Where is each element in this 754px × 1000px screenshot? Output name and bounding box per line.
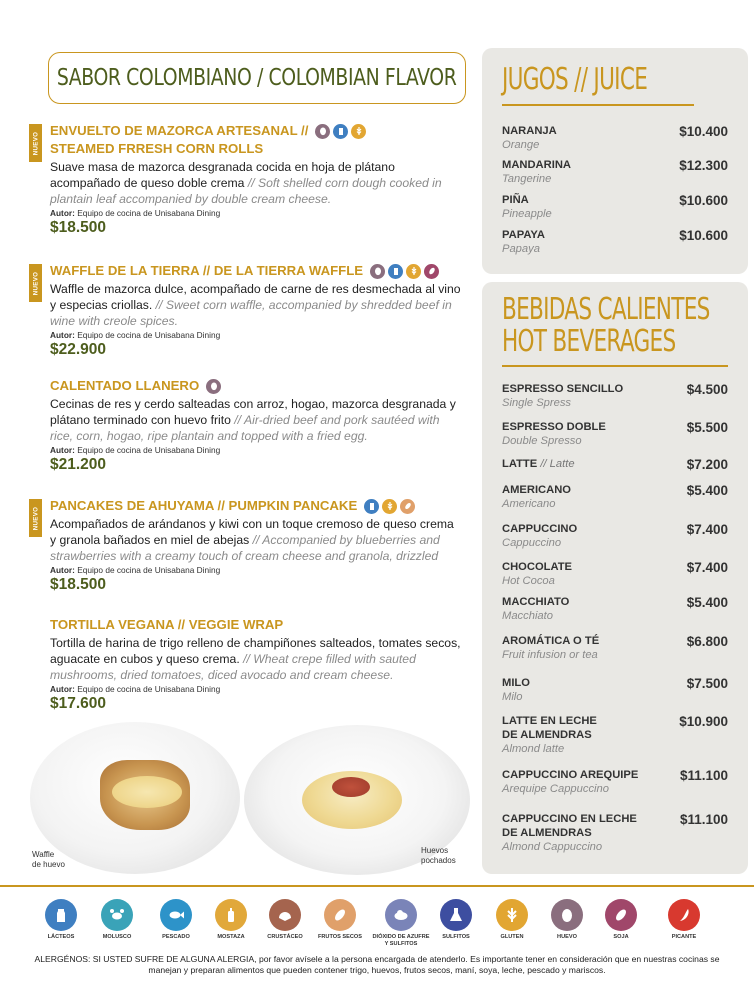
dish-title: WAFFLE DE LA TIERRA // DE LA TIERRA WAFFLE: [50, 262, 462, 280]
dish-allergen-icons: [370, 264, 439, 279]
milk-icon: [333, 124, 348, 139]
drink-item: AROMÁTICA O TÉ Fruit infusion or tea $6.800: [502, 634, 728, 661]
legend-dioxido: DIÓXIDO DE AZUFRE Y SULFITOS: [371, 899, 431, 947]
dish-description: Acompañados de arándanos y kiwi con un toque cremoso de queso crema y granola bañados en miel de abejas // Accompanied by blueberries and strawberries with a creamy touch of cream cheese and granola, drizzled: [50, 517, 454, 563]
sauce: [112, 776, 182, 808]
drink-item: MACCHIATO Macchiato $5.400: [502, 595, 728, 622]
drink-item: PAPAYA Papaya $10.600: [502, 228, 728, 255]
dish-calentado-llanero: [50, 377, 462, 474]
dish-price: $17.600: [50, 695, 107, 712]
dish-price: $18.500: [50, 576, 107, 593]
drink-price: $10.600: [679, 193, 728, 208]
legend-pescado: PESCADO: [149, 899, 203, 941]
legend-sulfitos: SULFITOS: [429, 899, 483, 941]
dish-price: $18.500: [50, 219, 107, 236]
dish-author: Autor: Equipo de cocina de Unisabana Dining: [50, 330, 221, 340]
legend-huevo: HUEVO: [540, 899, 594, 941]
drink-price: $7.400: [686, 522, 728, 537]
legend-gluten: GLUTEN: [485, 899, 539, 941]
drink-price: $7.400: [686, 560, 728, 575]
drink-item: ESPRESSO SENCILLO Single Spress $4.500: [502, 382, 728, 409]
legend-picante: PICANTE: [657, 899, 711, 941]
dish-pancakes-ahuyama: [50, 497, 462, 594]
dish-description: Suave masa de mazorca desgranada cocida en hoja de plátano acompañado de queso doble crema // Soft shelled corn dough cooked in plantain leaf accompanied by double cream cheese.: [50, 160, 442, 206]
drink-price: $10.400: [679, 124, 728, 139]
dish-allergen-icons: [364, 499, 415, 514]
juice-title: JUGOS // JUICE: [502, 62, 648, 97]
dish-description: Cecinas de res y cerdo salteadas con arroz, hogao, mazorca desgranada y plátano terminado con huevo frito // Air-dried beef and pork sautéed with rice, corn, hogao, ripe plantain and topped with a fried egg.: [50, 397, 456, 443]
egg-icon: [551, 899, 583, 931]
drink-item: ESPRESSO DOBLE Double Spresso $5.500: [502, 420, 728, 447]
drink-item: LATTE // Latte $7.200: [502, 457, 728, 472]
fish-icon: [160, 899, 192, 931]
milk-icon: [45, 899, 77, 931]
dish-price: $22.900: [50, 341, 107, 358]
mustard-icon: [215, 899, 247, 931]
soy-icon: [424, 264, 439, 279]
drink-price: $5.400: [686, 595, 728, 610]
shell-icon: [269, 899, 301, 931]
drink-price: $10.600: [679, 228, 728, 243]
soy-icon: [605, 899, 637, 931]
hot-title-es: BEBIDAS CALIENTES: [502, 292, 710, 327]
milk-icon: [388, 264, 403, 279]
section-title-box: [48, 52, 466, 104]
wheat-icon: [406, 264, 421, 279]
bacon-bits: [332, 777, 370, 797]
dish-title: TORTILLA VEGANA // VEGGIE WRAP: [50, 617, 284, 632]
drink-item: CHOCOLATE Hot Cocoa $7.400: [502, 560, 728, 587]
drink-item: MANDARINA Tangerine $12.300: [502, 158, 728, 185]
dish-title: CALENTADO LLANERO: [50, 377, 462, 395]
dish-author: Autor: Equipo de cocina de Unisabana Dining: [50, 445, 221, 455]
wheat-icon: [351, 124, 366, 139]
egg-icon: [370, 264, 385, 279]
drink-item: MILO Milo $7.500: [502, 676, 728, 703]
dish-waffle-tierra: [50, 262, 462, 359]
title-rule: [502, 365, 728, 367]
allergen-disclaimer: ALERGÉNOS: SI USTED SUFRE DE ALGUNA ALERGIA, por favor avísele a la persona encargada de atenderlo. Es importante tener en consideración que en nuestras cocinas se manejan y preparan alimentos que pueden contener trigo, huevos, frutos secos, maní, soya, leche, pescado y mariscos.: [34, 954, 720, 975]
crab-icon: [101, 899, 133, 931]
nut-icon: [400, 499, 415, 514]
dish-allergen-icons: [315, 124, 366, 139]
milk-icon: [364, 499, 379, 514]
drink-price: $5.400: [686, 483, 728, 498]
footer-rule: [0, 885, 754, 887]
legend-lacteos: LÁCTEOS: [34, 899, 88, 941]
flask-icon: [440, 899, 472, 931]
chili-icon: [668, 899, 700, 931]
dish-tortilla-vegana: [50, 616, 462, 713]
photo-caption-eggs: Huevos pochados: [421, 846, 456, 865]
new-tag: NUEVO: [29, 264, 42, 302]
drink-item: AMERICANO Americano $5.400: [502, 483, 728, 510]
drink-price: $12.300: [679, 158, 728, 173]
dish-description: Waffle de mazorca dulce, acompañado de carne de res desmechada al vino y especias criollas. // Sweet corn waffle, accompanied by shredded beef in wine with creole spices.: [50, 282, 461, 328]
title-rule: [502, 104, 694, 106]
drink-price: $7.500: [686, 676, 728, 691]
new-tag: NUEVO: [29, 499, 42, 537]
juice-panel: [482, 48, 748, 274]
photo-caption-waffle: Waffle de huevo: [32, 850, 65, 869]
drink-item: LATTE EN LECHE DE ALMENDRAS Almond latte $10.900: [502, 714, 728, 755]
new-tag: NUEVO: [29, 124, 42, 162]
dish-title-line2: STEAMED FRRESH CORN ROLLS: [50, 141, 264, 156]
dish-envuelto: [50, 122, 462, 237]
egg-icon: [315, 124, 330, 139]
drink-price: $4.500: [686, 382, 728, 397]
drink-item: CAPPUCCINO AREQUIPE Arequipe Cappuccino $11.100: [502, 768, 728, 795]
dish-title: PANCAKES DE AHUYAMA // PUMPKIN PANCAKE: [50, 497, 462, 515]
drink-price: $5.500: [686, 420, 728, 435]
legend-molusco: MOLUSCO: [90, 899, 144, 941]
drink-item: NARANJA Orange $10.400: [502, 124, 728, 151]
nut-icon: [324, 899, 356, 931]
wheat-icon: [382, 499, 397, 514]
drink-price: $11.100: [679, 768, 728, 783]
dish-author: Autor: Equipo de cocina de Unisabana Dining: [50, 565, 221, 575]
dish-description: Tortilla de harina de trigo relleno de champiñones salteados, tomates secos, aguacate en cubos y queso crema. // Wheat crepe filled with sauted mushrooms, dried tomatoes, diced avocado and cream cheese.: [50, 636, 461, 682]
drink-price: $7.200: [686, 457, 728, 472]
cloud-icon: [385, 899, 417, 931]
legend-frutos-secos: FRUTOS SECOS: [313, 899, 367, 941]
section-title: SABOR COLOMBIANO / COLOMBIAN FLAVOR: [57, 65, 457, 91]
hot-beverages-panel: [482, 282, 748, 874]
legend-mostaza: MOSTAZA: [204, 899, 258, 941]
legend-soja: SOJA: [594, 899, 648, 941]
drink-item: CAPPUCCINO Cappuccino $7.400: [502, 522, 728, 549]
wheat-icon: [496, 899, 528, 931]
dish-allergen-icons: [206, 379, 221, 394]
drink-price: $11.100: [679, 812, 728, 827]
dish-author: Autor: Equipo de cocina de Unisabana Dining: [50, 208, 221, 218]
dish-title: ENVUELTO DE MAZORCA ARTESANAL //: [50, 122, 462, 140]
dish-author: Autor: Equipo de cocina de Unisabana Dining: [50, 684, 221, 694]
drink-item: CAPPUCCINO EN LECHE DE ALMENDRAS Almond Cappuccino $11.100: [502, 812, 728, 853]
dish-price: $21.200: [50, 456, 107, 473]
drink-price: $6.800: [686, 634, 728, 649]
drink-price: $10.900: [679, 714, 728, 729]
drink-item: PIÑA Pineapple $10.600: [502, 193, 728, 220]
hot-title-en: HOT BEVERAGES: [502, 324, 676, 359]
egg-icon: [206, 379, 221, 394]
legend-crustaceo: CRUSTÁCEO: [258, 899, 312, 941]
